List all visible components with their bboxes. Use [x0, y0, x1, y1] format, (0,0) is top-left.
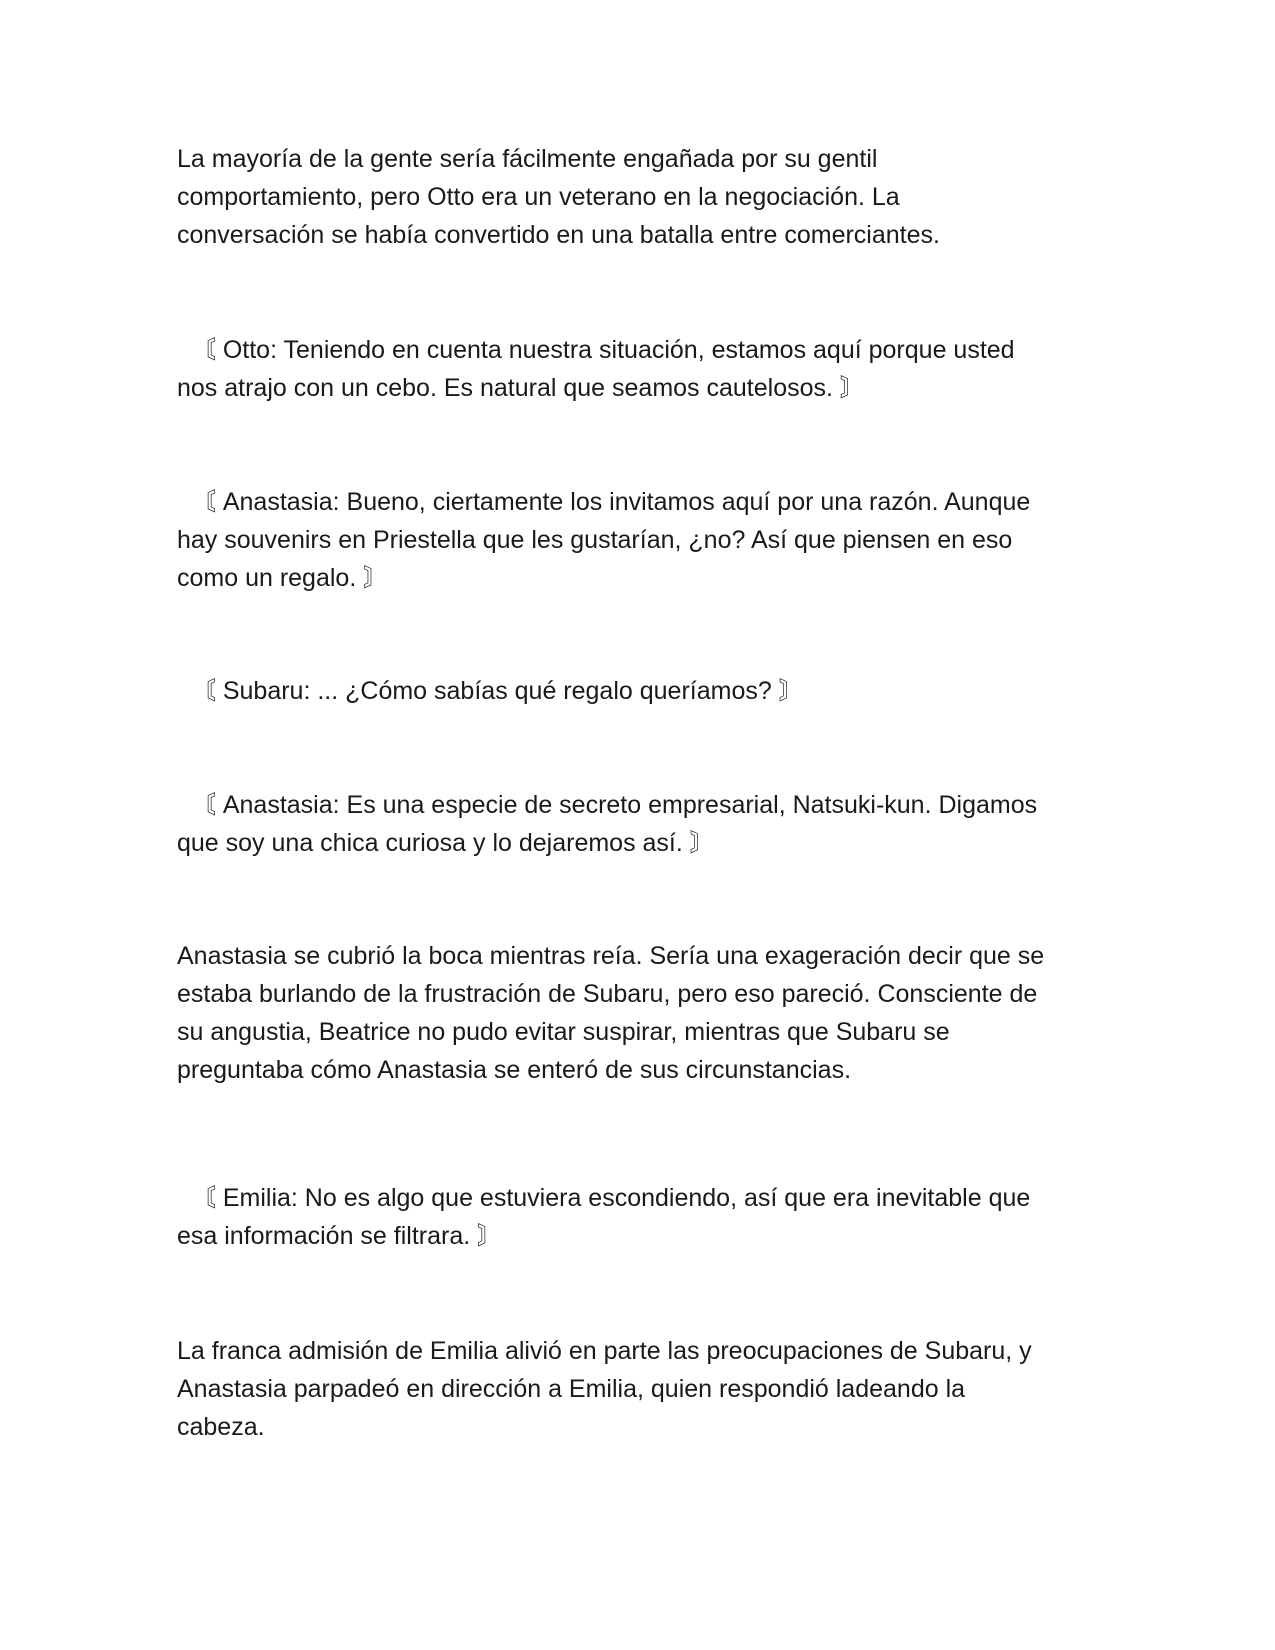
text-line: Anastasia se cubrió la boca mientras reía. Sería una exageración decir que se [177, 942, 1045, 970]
dialogue-paragraph-emilia [177, 1179, 1107, 1255]
text-line: 〘 Anastasia: Es una especie de secreto empresarial, Natsuki-kun. Digamos [177, 791, 1038, 819]
text-line: esa información se filtrara. 〙 [177, 1222, 503, 1250]
text-line: 〘 Anastasia: Bueno, ciertamente los invitamos aquí por una razón. Aunque [177, 488, 1031, 516]
text-line: estaba burlando de la frustración de Subaru, pero eso pareció. Consciente de [177, 980, 1038, 1008]
dialogue-paragraph-anastasia [177, 483, 1107, 597]
text-line: La mayoría de la gente sería fácilmente engañada por su gentil [177, 145, 878, 173]
text-line: 〘 Emilia: No es algo que estuviera escondiendo, así que era inevitable que [177, 1184, 1031, 1212]
text-line: 〘 Otto: Teniendo en cuenta nuestra situación, estamos aquí porque usted [177, 336, 1015, 364]
text-line: La franca admisión de Emilia alivió en parte las preocupaciones de Subaru, y [177, 1337, 1032, 1365]
narration-paragraph [177, 140, 1107, 254]
text-line: conversación se había convertido en una batalla entre comerciantes. [177, 221, 940, 249]
dialogue-paragraph-subaru [177, 672, 1107, 710]
text-line: comportamiento, pero Otto era un veterano en la negociación. La [177, 183, 900, 211]
text-line: preguntaba cómo Anastasia se enteró de sus circunstancias. [177, 1056, 852, 1084]
text-line: Anastasia parpadeó en dirección a Emilia, quien respondió ladeando la [177, 1375, 966, 1403]
dialogue-paragraph-anastasia-2 [177, 786, 1107, 862]
text-line: 〘 Subaru: ... ¿Cómo sabías qué regalo queríamos? 〙 [177, 677, 804, 705]
text-line: nos atrajo con un cebo. Es natural que seamos cautelosos. 〙 [177, 374, 865, 402]
text-line: cabeza. [177, 1413, 265, 1441]
text-line: su angustia, Beatrice no pudo evitar suspirar, mientras que Subaru se [177, 1018, 950, 1046]
text-line: que soy una chica curiosa y lo dejaremos así. 〙 [177, 829, 715, 857]
text-line: hay souvenirs en Priestella que les gustarían, ¿no? Así que piensen en eso [177, 526, 1013, 554]
dialogue-paragraph-otto [177, 331, 1107, 407]
narration-paragraph-2 [177, 937, 1107, 1089]
text-line: como un regalo. 〙 [177, 564, 389, 592]
narration-paragraph-3 [177, 1332, 1107, 1446]
